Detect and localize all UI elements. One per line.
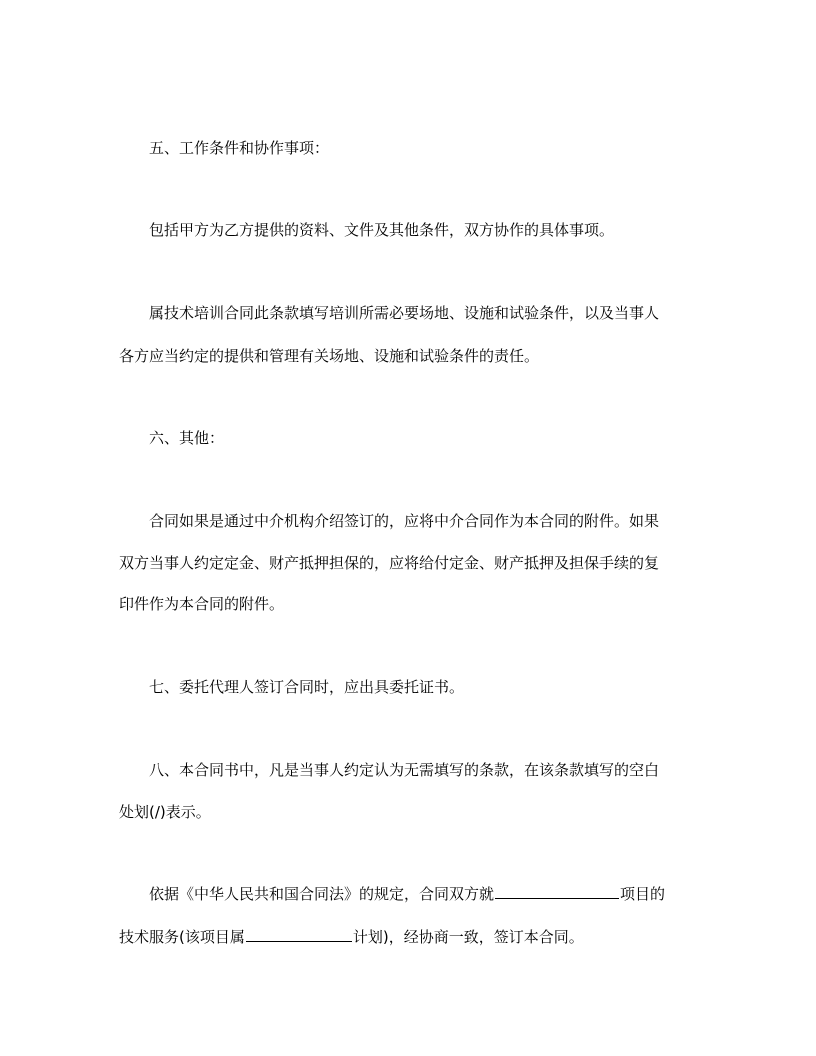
section6-paragraph-line2: 双方当事人约定定金、财产抵押担保的，应将给付定金、财产抵押及担保手续的复 — [119, 554, 660, 572]
plan-name-blank[interactable] — [246, 927, 352, 942]
final-line2-text-b: 计划)，经协商一致，签订本合同。 — [352, 928, 584, 946]
section6-paragraph-line3: 印件作为本合同的附件。 — [119, 595, 285, 613]
section8-line2: 处划(/)表示。 — [119, 803, 211, 821]
project-name-blank[interactable] — [495, 884, 619, 899]
section6-heading: 六、其他： — [149, 429, 225, 447]
section8-line1: 八、本合同书中，凡是当事人约定认为无需填写的条款，在该条款填写的空白 — [149, 761, 660, 779]
section5-heading: 五、工作条件和协作事项： — [149, 139, 330, 157]
final-paragraph-line2 — [119, 927, 699, 947]
section6-paragraph-line1: 合同如果是通过中介机构介绍签订的，应将中介合同作为本合同的附件。如果 — [149, 512, 660, 530]
section7-text: 七、委托代理人签订合同时，应出具委托证书。 — [149, 678, 465, 696]
section5-paragraph2-line2: 各方应当约定的提供和管理有关场地、设施和试验条件的责任。 — [119, 347, 540, 365]
final-line1-text-b: 项目的 — [620, 885, 666, 903]
section5-paragraph1: 包括甲方为乙方提供的资料、文件及其他条件，双方协作的具体事项。 — [149, 221, 615, 239]
section5-paragraph2-line1: 属技术培训合同此条款填写培训所需必要场地、设施和试验条件，以及当事人 — [149, 304, 660, 322]
final-line1-text-a: 依据《中华人民共和国合同法》的规定，合同双方就 — [149, 885, 495, 903]
final-line2-text-a: 技术服务(该项目属 — [119, 928, 245, 946]
final-paragraph-line1 — [149, 884, 729, 904]
